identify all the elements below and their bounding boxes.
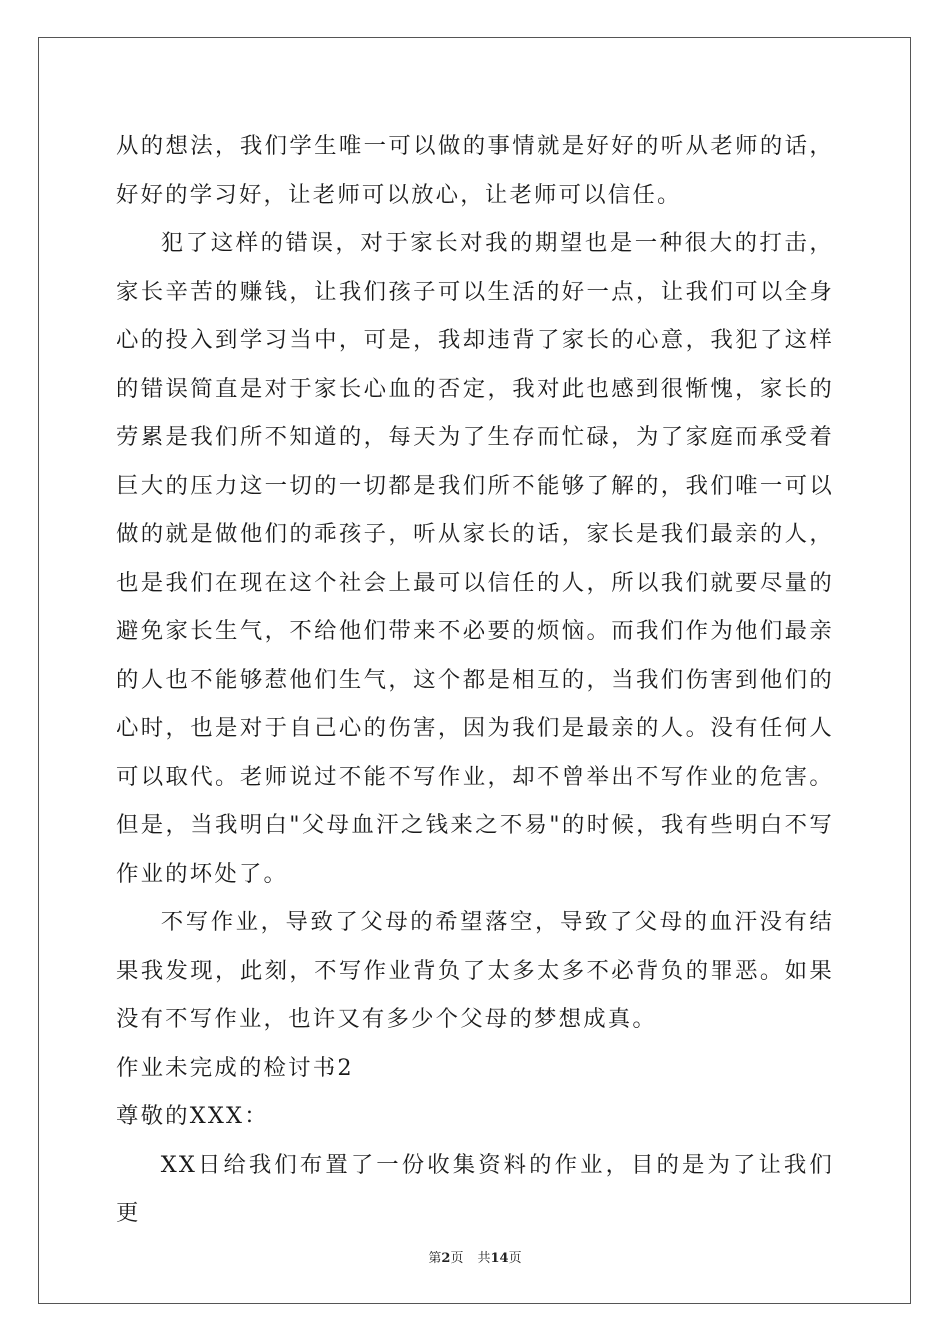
total-pages: 14	[490, 1251, 509, 1266]
document-body	[116, 122, 834, 1238]
total-suffix: 页	[508, 1251, 522, 1266]
page-suffix: 页	[450, 1251, 464, 1266]
total-prefix: 共	[477, 1251, 491, 1266]
paragraph-conclusion: 不写作业，导致了父母的希望落空，导致了父母的血汗没有结果我发现，此刻，不写作业背负了太多太多不必背负的罪恶。如果没有不写作业，也许又有多少个父母的梦想成真。	[116, 909, 834, 1032]
paragraph-continuation: 从的想法，我们学生唯一可以做的事情就是好好的听从老师的话，好好的学习好，让老师可以放心，让老师可以信任。	[116, 133, 834, 208]
page-prefix: 第	[428, 1251, 442, 1266]
salutation: 尊敬的XXX：	[116, 1103, 269, 1129]
paragraph-body: 犯了这样的错误，对于家长对我的期望也是一种很大的打击，家长辛苦的赚钱，让我们孩子可以生活的好一点，让我们可以全身心的投入到学习当中，可是，我却违背了家长的心意，我犯了这样的错误简直是对于家长心血的否定，我对此也感到很惭愧，家长的劳累是我们所不知道的，每天为了生存而忙碌，为了家庭而承受着巨大的压力这一切的一切都是我们所不能够了解的，我们唯一可以做的就是做他们的乖孩子，听从家长的话，家长是我们最亲的人，也是我们在现在这个社会上最可以信任的人，所以我们就要尽量的避免家长生气，不给他们带来不必要的烦恼。而我们作为他们最亲的人也不能够惹他们生气，这个都是相互的，当我们伤害到他们的心时，也是对于自己心的伤害，因为我们是最亲的人。没有任何人可以取代。老师说过不能不写作业，却不曾举出不写作业的危害。但是，当我明白"父母血汗之钱来之不易"的时候，我有些明白不写作业的坏处了。	[116, 230, 834, 887]
page-footer	[0, 1247, 950, 1266]
page-number: 2	[441, 1251, 451, 1266]
paragraph-opening: XX日给我们布置了一份收集资料的作业，目的是为了让我们更	[116, 1151, 834, 1226]
section-title: 作业未完成的检讨书2	[116, 1054, 354, 1081]
